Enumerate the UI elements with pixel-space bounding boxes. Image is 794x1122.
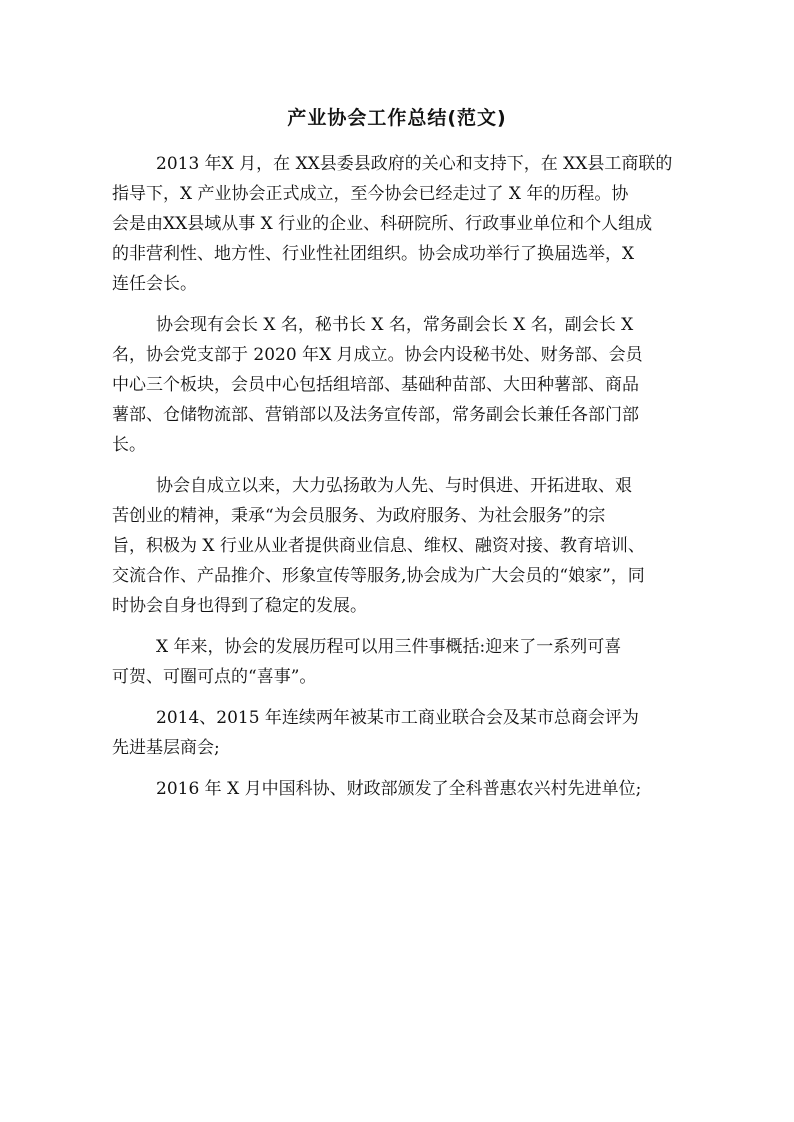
text-line: 的非营利性、地方性、行业性社团组织。协会成功举行了换届选举，X xyxy=(112,244,635,264)
paragraph-1 xyxy=(112,149,692,299)
document-title: 产业协会工作总结(范文) xyxy=(287,107,507,129)
paragraph-2 xyxy=(112,310,692,460)
text-line: 指导下，X 产业协会正式成立，至今协会已经走过了 X 年的历程。协 xyxy=(112,184,629,204)
text-line: 协会现有会长 X 名，秘书长 X 名，常务副会长 X 名，副会长 X xyxy=(156,315,634,335)
paragraph-6 xyxy=(112,774,692,804)
paragraph-4 xyxy=(112,632,692,692)
text-line: 协会自成立以来，大力弘扬敢为人先、与时俱进、开拓进取、艰 xyxy=(156,476,632,496)
text-line: 连任会长。 xyxy=(112,274,197,294)
text-line: 可贺、可圈可点的“喜事”。 xyxy=(112,667,317,687)
text-line: 交流合作、产品推介、形象宣传等服务,协会成为广大会员的“娘家”，同 xyxy=(112,566,645,586)
text-line: 名，协会党支部于 2020 年X 月成立。协会内设秘书处、财务部、会员 xyxy=(112,345,643,365)
text-line: 时协会自身也得到了稳定的发展。 xyxy=(112,596,367,616)
paragraph-5 xyxy=(112,703,692,763)
document-body xyxy=(112,149,692,815)
text-line: 苦创业的精神，秉承“为会员服务、为政府服务、为社会服务”的宗 xyxy=(112,506,606,526)
text-line: 旨，积极为 X 行业从业者提供商业信息、维权、融资对接、教育培训、 xyxy=(112,536,645,556)
text-line: 先进基层商会; xyxy=(112,738,220,758)
text-line: 薯部、仓储物流部、营销部以及法务宣传部，常务副会长兼任各部门部 xyxy=(112,405,639,425)
text-line: X 年来，协会的发展历程可以用三件事概括:迎来了一系列可喜 xyxy=(156,637,622,657)
text-line: 2016 年 X 月中国科协、财政部颁发了全科普惠农兴村先进单位; xyxy=(156,779,642,799)
paragraph-3 xyxy=(112,471,692,621)
text-line: 中心三个板块，会员中心包括组培部、基础种苗部、大田种薯部、商品 xyxy=(112,375,639,395)
text-line: 会是由XX县域从事 X 行业的企业、科研院所、行政事业单位和个人组成 xyxy=(112,214,653,234)
text-line: 2013 年X 月，在 XX县委县政府的关心和支持下，在 XX县工商联的 xyxy=(156,154,673,174)
text-line: 长。 xyxy=(112,435,146,455)
text-line: 2014、2015 年连续两年被某市工商业联合会及某市总商会评为 xyxy=(156,708,639,728)
